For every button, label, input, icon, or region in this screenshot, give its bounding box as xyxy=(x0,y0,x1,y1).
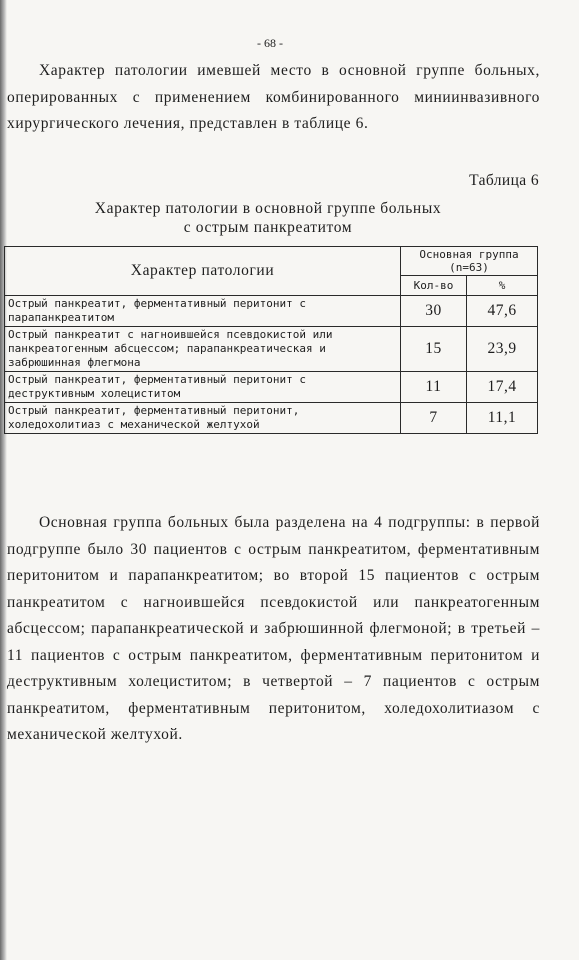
scan-edge-shadow xyxy=(0,0,7,960)
header-pathology: Характер патологии xyxy=(5,247,401,296)
row-count: 11 xyxy=(401,372,467,403)
header-count: Кол-во xyxy=(401,276,467,296)
table-label: Таблица 6 xyxy=(469,172,539,189)
table-row xyxy=(5,327,538,372)
row-percent: 11,1 xyxy=(467,403,538,434)
row-pathology: Острый панкреатит, ферментативный перитонит с деструктивным холециститом xyxy=(5,372,401,403)
row-pathology: Острый панкреатит, ферментативный перитонит с парапанкреатитом xyxy=(5,296,401,327)
pathology-table xyxy=(4,246,538,434)
table-row xyxy=(5,372,538,403)
row-percent: 47,6 xyxy=(467,296,538,327)
table-title-line-2: с острым панкреатитом xyxy=(183,219,353,236)
row-count: 15 xyxy=(401,327,467,372)
table-header-row xyxy=(5,247,538,276)
table-title-line-1: Характер патологии в основной группе больных xyxy=(94,200,442,217)
header-percent: % xyxy=(467,276,538,296)
row-pathology: Острый панкреатит с нагноившейся псевдокистой или панкреатогенным абсцессом; парапанкреатическая и забрюшинная флегмона xyxy=(5,327,401,372)
row-percent: 23,9 xyxy=(467,327,538,372)
page-number: - 68 - xyxy=(257,36,283,50)
intro-paragraph: Характер патологии имевшей место в основной группе больных, оперированных с применением комбинированного миниинвазивного хирургического лечения, представлен в таблице 6. xyxy=(7,62,540,132)
summary-paragraph: Основная группа больных была разделена на 4 подгруппы: в первой подгруппе было 30 пациентов с острым панкреатитом, ферментативным перитонитом и парапанкреатитом; во второй 15 пациентов с острым панкреатитом с нагноившейся псевдокистой или панкреатогенным абсцессом; парапанкреатической и забрюшинной флегмоной; в третьей – 11 пациентов с острым панкреатитом, ферментативным перитонитом и деструктивным холециститом; в четвертой – 7 пациентов с острым панкреатитом, ферментативным перитонитом, холедохолитиазом с механической желтухой. xyxy=(7,514,540,743)
row-pathology: Острый панкреатит, ферментативный перитонит, холедохолитиаз с механической желтухой xyxy=(5,403,401,434)
header-main-group xyxy=(401,247,538,276)
table-row xyxy=(5,296,538,327)
header-group-size: (n=63) xyxy=(449,261,489,274)
row-percent: 17,4 xyxy=(467,372,538,403)
table-row xyxy=(5,403,538,434)
row-count: 30 xyxy=(401,296,467,327)
header-group-name: Основная группа xyxy=(419,248,519,261)
table-title xyxy=(0,199,536,237)
row-count: 7 xyxy=(401,403,467,434)
